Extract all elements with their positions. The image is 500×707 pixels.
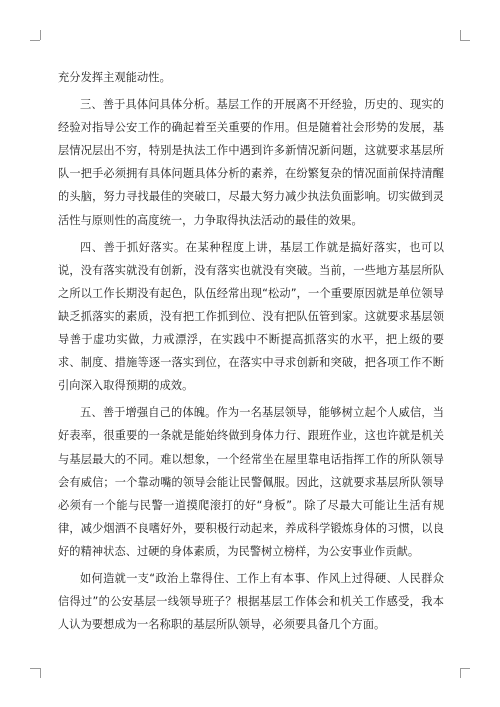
corner-mark-top-left-h: [30, 40, 40, 41]
document-body: [58, 66, 444, 636]
paragraph-point-four: 四、善于抓好落实。在某种程度上讲，基层工作就是搞好落实，也可以说，没有落实就没有创新，没有落实也就没有突破。当前，一些地方基层所队之所以工作长期没有起色，队伍经常出现“松动”，一个重要原因就是单位领导缺乏抓落实的素质，没有把工作抓到位、没有把队伍管到家。这就要求基层领导善于虚功实做，力戒漂浮，在实践中不断提高抓落实的水平，把上级的要求、制度、措施等逐一落实到位，在落实中寻求创新和突破，把各项工作不断引向深入取得预期的成效。: [58, 240, 444, 393]
paragraph-conclusion: 如何造就一支“政治上靠得住、工作上有本事、作风上过得硬、人民群众信得过”的公安基层一线领导班子？根据基层工作体会和机关工作感受，我本人认为要想成为一名称职的基层所队领导，必须要具备几个方面。: [58, 571, 444, 632]
corner-mark-top-right-v: [460, 30, 461, 40]
paragraph-point-three: 三、善于具体问具体分析。基层工作的开展离不开经验，历史的、现实的经验对指导公安工作的确起着至关重要的作用。但是随着社会形势的发展，基层情况层出不穷，特别是执法工作中遇到许多新情况新问题，这就要求基层所队一把手必须拥有具体问题具体分析的素养，在纷繁复杂的情况面前保持清醒的头脑，努力寻找最佳的突破口，尽最大努力减少执法负面影响。切实做到灵活性与原则性的高度统一，力争取得执法活动的最佳的效果。: [58, 98, 444, 227]
corner-mark-bottom-left-h: [30, 668, 40, 669]
corner-mark-top-right-h: [460, 40, 470, 41]
corner-mark-bottom-right-v: [460, 668, 461, 678]
paragraph-point-five: 五、善于增强自己的体魄。作为一名基层领导，能够树立起个人威信，当好表率，很重要的一条就是能始终做到身体力行、跟班作业，这也许就是机关与基层最大的不同。难以想象，一个经常坐在屋里靠电话指挥工作的所队领导会有威信；一个靠动嘴的领导会能让民警佩服。因此，这就要求基层所队领导必须有一个能与民警一道摸爬滚打的好“身板”。除了尽最大可能让生活有规律，减少烟酒不良嗜好外，要积极行动起来，养成科学锻炼身体的习惯，以良好的精神状态、过硬的身体素质，为民警树立榜样，为公安事业作贡献。: [58, 406, 444, 558]
paragraph-continuation: 充分发挥主观能动性。: [58, 71, 171, 84]
corner-mark-top-left-v: [40, 30, 41, 40]
corner-mark-bottom-left-v: [40, 668, 41, 678]
corner-mark-bottom-right-h: [460, 668, 470, 669]
